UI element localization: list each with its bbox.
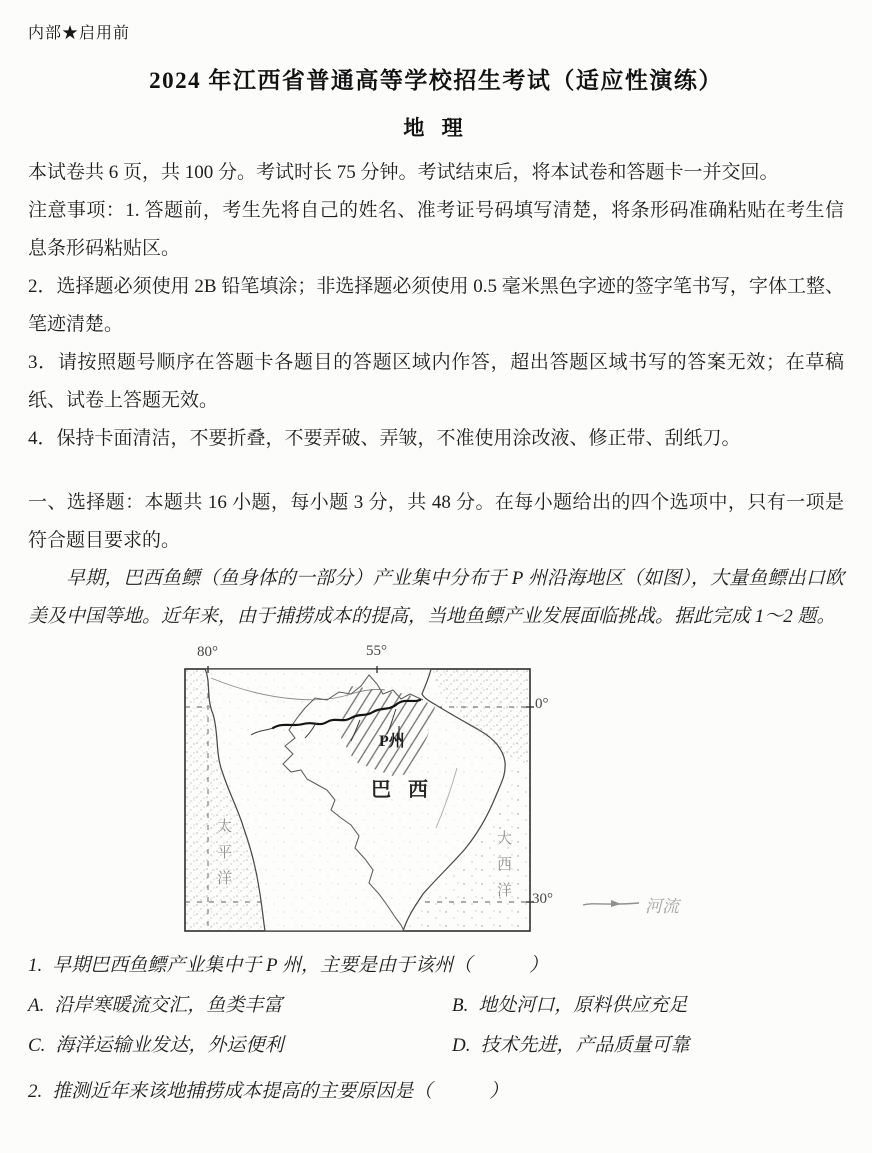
intro-paragraph: 本试卷共 6 页，共 100 分。考试时长 75 分钟。考试结束后，将本试卷和答题卡一并交回。 bbox=[28, 162, 779, 183]
subject-title: 地 理 bbox=[403, 116, 469, 140]
note-4: 4．保持卡面清洁，不要折叠，不要弄破、弄皱，不准使用涂改液、修正带、刮纸刀。 bbox=[28, 428, 741, 449]
question-1-options bbox=[28, 986, 844, 1066]
atlantic-ocean-label: 大西洋 bbox=[495, 830, 511, 908]
question-1-stem: 早期巴西鱼鳔产业集中于 P 州，主要是由于该州（ ） bbox=[52, 955, 549, 976]
option-d bbox=[452, 1026, 844, 1066]
lat-30-label: 30° bbox=[532, 891, 553, 907]
p-state-label: P州 bbox=[379, 733, 405, 750]
pacific-ocean-label: 太平洋 bbox=[215, 818, 231, 896]
option-a-text: 沿岸寒暖流交汇，鱼类丰富 bbox=[54, 995, 283, 1016]
option-b bbox=[452, 986, 844, 1026]
legend-river-label: 河流 bbox=[645, 897, 679, 916]
exam-title: 2024 年江西省普通高等学校招生考试（适应性演练） bbox=[149, 68, 723, 93]
option-c-text: 海洋运输业发达，外运便利 bbox=[55, 1035, 284, 1056]
question-2 bbox=[28, 1072, 844, 1112]
document-body bbox=[28, 154, 844, 1112]
lon-55-label: 55° bbox=[366, 643, 387, 659]
option-c bbox=[28, 1026, 452, 1066]
option-b-label: B. bbox=[452, 995, 469, 1016]
question-passage: 早期，巴西鱼鳔（鱼身体的一部分）产业集中分布于 P 州沿海地区（如图），大量鱼鳔出口欧美及中国等地。近年来，由于捕捞成本的提高，当地鱼鳔产业发展面临挑战。据此完成 1～2 题。 bbox=[28, 568, 844, 627]
question-2-stem: 推测近年来该地捕捞成本提高的主要原因是（ ） bbox=[52, 1081, 509, 1102]
option-c-label: C. bbox=[28, 1035, 46, 1056]
section-header: 一、选择题：本题共 16 小题，每小题 3 分，共 48 分。在每小题给出的四个选项中，只有一项是符合题目要求的。 bbox=[28, 492, 844, 551]
note-1: 注意事项：1. 答题前，考生先将自己的姓名、准考证号码填写清楚，将条形码准确粘贴在考生信息条形码粘贴区。 bbox=[28, 200, 844, 259]
question-1-number: 1. bbox=[28, 955, 43, 976]
option-d-text: 技术先进，产品质量可靠 bbox=[480, 1035, 690, 1056]
brazil-label: 巴西 bbox=[371, 779, 445, 801]
lat-0-label: 0° bbox=[535, 696, 549, 712]
security-notice: 内部★启用前 bbox=[28, 25, 131, 42]
legend-river-symbol bbox=[583, 900, 639, 907]
option-d-label: D. bbox=[452, 1035, 471, 1056]
option-a-label: A. bbox=[28, 995, 45, 1016]
question-2-number: 2. bbox=[28, 1081, 43, 1102]
brazil-map-figure bbox=[155, 642, 715, 940]
note-3: 3．请按照题号顺序在答题卡各题目的答题区域内作答，超出答题区域书写的答案无效；在草稿纸、试卷上答题无效。 bbox=[28, 352, 844, 411]
question-1 bbox=[28, 946, 844, 986]
lon-80-label: 80° bbox=[197, 644, 218, 660]
note-2: 2．选择题必须使用 2B 铅笔填涂；非选择题必须使用 0.5 毫米黑色字迹的签字笔书写，字体工整、笔迹清楚。 bbox=[28, 276, 844, 335]
option-a bbox=[28, 986, 452, 1026]
option-b-text: 地处河口，原料供应充足 bbox=[478, 995, 688, 1016]
